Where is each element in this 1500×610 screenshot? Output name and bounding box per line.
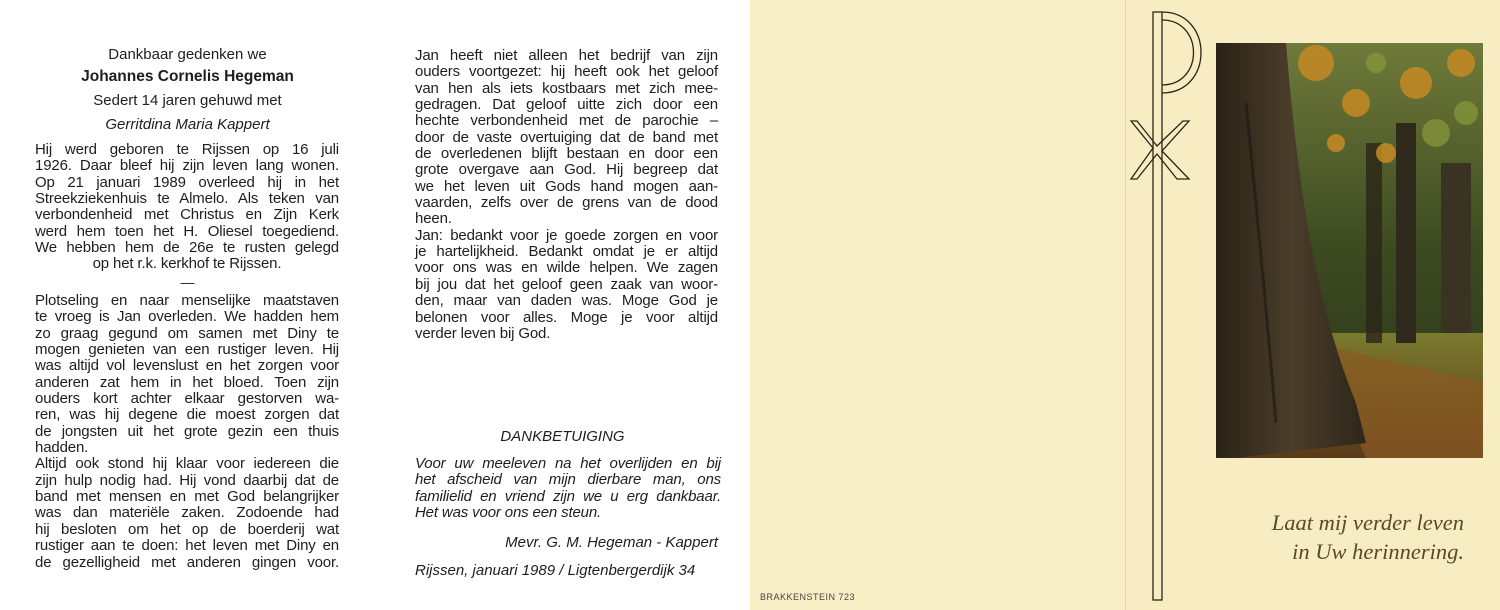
story-line: de gezelligheid met anderen gingen voor.: [35, 553, 339, 571]
cover-quote: [1272, 508, 1464, 566]
bio-line: verbondenheid met Christus en Zijn Kerk: [35, 206, 339, 224]
text-line: je hartelijkheid. Bedankt omdat je er altijd: [415, 243, 718, 261]
story-line: rustiger aan te doen: het leven met Diny en: [35, 537, 339, 555]
place-date: Rijssen, januari 1989 / Ligtenbergerdijk 34: [415, 562, 696, 579]
story-line: was altijd vol levenslust en het zorgen voor: [35, 357, 339, 375]
story-line: hadden.: [35, 439, 89, 457]
married-text: Sedert 14 jaren gehuwd met: [93, 92, 282, 109]
bio-line: werd hem toen het H. Oliesel toegediend.: [35, 222, 339, 240]
biography-paragraph: [35, 142, 339, 273]
quote-line: in Uw herinnering.: [1292, 539, 1464, 564]
text-line: den, maar van daden was. Moge God je: [415, 292, 718, 310]
bio-line: Hij werd geboren te Rijssen op 16 juli: [35, 141, 339, 158]
bio-line: op het r.k. kerkhof te Rijssen.: [92, 255, 282, 273]
bio-line: Op 21 januari 1989 overleed hij in het: [35, 173, 339, 191]
text-line: ouders voortgezet: hij heeft ook het geloof: [415, 63, 718, 81]
story-line: zijn hulp nodig had. Hij vond daarbij dat de: [35, 471, 339, 489]
text-line: Jan heeft niet alleen het bedrijf van zijn: [415, 47, 718, 64]
story-line: was dan materiële zaken. Zodoende had: [35, 504, 339, 522]
thanks-line: familielid en vriend zijn we u erg dankbaar.: [415, 487, 721, 505]
story-line: de jongsten uit het grote gezin een thuis: [35, 422, 339, 440]
faith-paragraph: [415, 48, 718, 342]
text-line: verder leven bij God.: [415, 324, 551, 342]
text-line: de overledenen blijft bestaan en door een: [415, 145, 718, 163]
story-line: band met mensen en met God belangrijker: [35, 488, 339, 506]
bio-line: We hebben hem de 26e te rusten gelegd: [35, 239, 339, 257]
story-line: hij besloten om het op de boerderij wat: [35, 520, 339, 538]
spouse-name: Gerritdina Maria Kappert: [105, 116, 270, 133]
quote-line: Laat mij verder leven: [1271, 510, 1464, 535]
text-line: door de vaste overtuiging dat de band met: [415, 128, 718, 146]
deceased-name: Johannes Cornelis Hegeman: [81, 68, 294, 85]
story-line: ouders kort achter elkaar gestorven wa-: [35, 390, 339, 408]
thanks-title: DANKBETUIGING: [500, 428, 625, 445]
text-line: heen.: [415, 210, 452, 228]
text-line: van hen als iets kostbaars met zich mee-: [415, 79, 718, 97]
story-line: Altijd ook stond hij klaar voor iedereen die: [35, 455, 339, 473]
front-cover: [1125, 0, 1500, 610]
thanks-line: Voor uw meeleven na het overlijden en bij: [415, 455, 721, 472]
bio-line: Streekziekenhuis te Almelo. Als teken van: [35, 190, 339, 208]
story-line: zo graag gegund om samen met Diny te: [35, 324, 339, 342]
text-line: Jan: bedankt voor je goede zorgen en voor: [415, 226, 718, 244]
story-line: te vroeg is Jan overleden. We hadden hem: [35, 308, 339, 326]
story-line: ren, was hij degene die moest zorgen dat: [35, 406, 339, 424]
text-line: belonen voor alles. Moge je voor altijd: [415, 308, 718, 326]
autumn-forest-photo: [1216, 43, 1483, 458]
bio-line: 1926. Daar bleef hij zijn leven lang wonen.: [35, 157, 339, 175]
thanks-line: het afscheid van mijn dierbare man, ons: [415, 471, 721, 489]
back-page: [750, 0, 1125, 610]
text-line: vaarden, zelfs over de grens van de dood: [415, 194, 718, 212]
story-line: mogen genieten van een rustiger leven. Hij: [35, 341, 339, 359]
signature: Mevr. G. M. Hegeman - Kappert: [505, 534, 718, 551]
text-line: voor ons was en wilde helpen. We zagen: [415, 259, 718, 277]
text-line: we het leven uit Gods hand mogen aan-: [415, 177, 718, 195]
story-line: Plotseling en naar menselijke maatstaven: [35, 292, 339, 309]
thanks-line: Het was voor ons een steun.: [415, 504, 602, 522]
thanks-paragraph: [415, 456, 721, 521]
chi-rho-icon: [1126, 0, 1216, 610]
text-line: grote overgave aan God. Hij begreep dat: [415, 161, 718, 179]
printer-code: BRAKKENSTEIN 723: [760, 592, 856, 602]
text-line: hechte verbondenheid met de parochie –: [415, 112, 718, 130]
intro-text: Dankbaar gedenken we: [108, 46, 267, 63]
separator-dash: —: [180, 274, 195, 290]
story-paragraph: [35, 293, 339, 571]
story-line: anderen zat hem in het bloed. Toen zijn: [35, 373, 339, 391]
left-inner-page: [0, 0, 375, 610]
text-line: gedragen. Dat geloof uitte zich door een: [415, 96, 718, 114]
right-inner-page: [375, 0, 750, 610]
text-line: bij jou dat het geloof geen zaak van woor-: [415, 275, 718, 293]
